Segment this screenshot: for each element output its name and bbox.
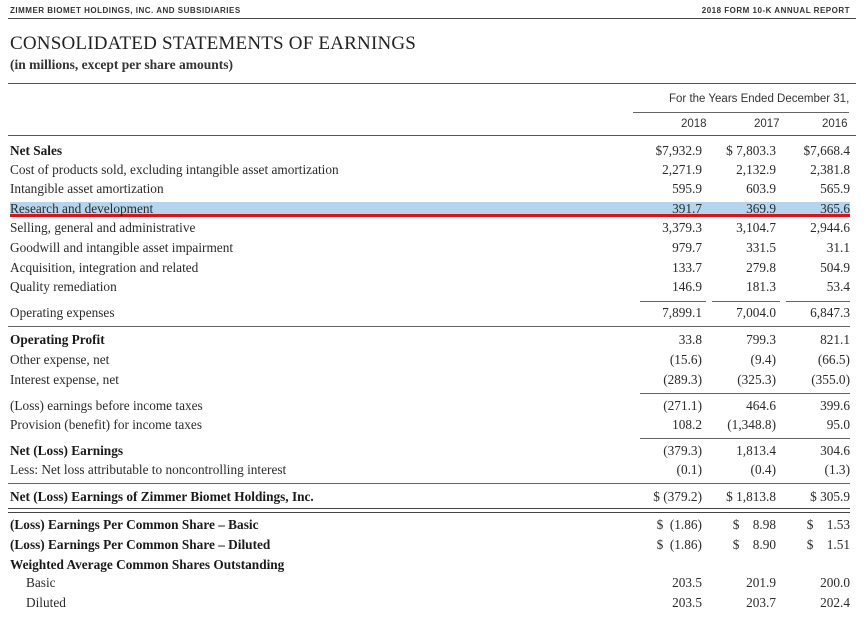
row-label: Operating expenses [10, 305, 115, 320]
row-label: Research and development [10, 201, 154, 216]
value-cell-2017: (1,348.8) [727, 417, 776, 432]
row-label: Provision (benefit) for income taxes [10, 417, 203, 432]
value-cell-2018: 203.5 [672, 575, 702, 590]
row-label: Intangible asset amortization [10, 181, 164, 196]
value-cell-2016: 2,944.6 [810, 220, 850, 235]
row-label: Goodwill and intangible asset impairment [10, 240, 234, 255]
value-cell-2018: $ (1.86) [656, 517, 702, 532]
year-header-2017: 2017 [754, 118, 780, 130]
company-header: ZIMMER BIOMET HOLDINGS, INC. AND SUBSIDIARIES [10, 6, 241, 15]
value-cell-2016: 2,381.8 [810, 162, 850, 177]
value-cell-2016: 304.6 [820, 443, 850, 458]
value-cell-2016: (66.5) [817, 352, 850, 367]
value-cell-2018: (289.3) [663, 372, 702, 387]
value-cell-2018: $ (1.86) [656, 537, 702, 552]
row-label: Weighted Average Common Shares Outstanding [10, 557, 285, 572]
statement-title: CONSOLIDATED STATEMENTS OF EARNINGS [10, 33, 417, 54]
value-cell-2016: $ 1.51 [806, 537, 850, 552]
value-cell-2016: $7,668.4 [803, 143, 850, 158]
value-cell-2018: 391.7 [672, 201, 702, 216]
value-cell-2018: 595.9 [672, 181, 702, 196]
value-cell-2017: 3,104.7 [736, 220, 776, 235]
value-cell-2016: $ 305.9 [810, 489, 850, 504]
column-header-rule [8, 135, 856, 136]
subtotal-rule [640, 393, 850, 394]
row-label: Acquisition, integration and related [10, 260, 199, 275]
value-cell-2018: 2,271.9 [662, 162, 702, 177]
value-cell-2018: 979.7 [672, 240, 702, 255]
period-header: For the Years Ended December 31, [669, 93, 850, 105]
value-cell-2017: 181.3 [746, 279, 776, 294]
row-label: (Loss) earnings before income taxes [10, 398, 203, 413]
value-cell-2016: 53.4 [826, 279, 850, 294]
row-label: Quality remediation [10, 279, 117, 294]
value-cell-2018: (271.1) [663, 398, 702, 413]
row-label: Diluted [26, 595, 66, 610]
year-header-2018: 2018 [681, 118, 707, 130]
value-cell-2016: 200.0 [820, 575, 850, 590]
row-label: Other expense, net [10, 352, 110, 367]
value-cell-2016: 504.9 [820, 260, 850, 275]
value-cell-2016: 6,847.3 [810, 305, 850, 320]
value-cell-2016: 95.0 [826, 417, 850, 432]
value-cell-2016: 365.6 [820, 201, 850, 216]
value-cell-2016: 31.1 [826, 240, 850, 255]
value-cell-2018: $ (379.2) [653, 489, 702, 504]
value-cell-2017: (0.4) [750, 462, 776, 477]
row-label: Interest expense, net [10, 372, 119, 387]
value-cell-2018: 33.8 [678, 332, 702, 347]
report-header: 2018 FORM 10-K ANNUAL REPORT [701, 6, 850, 15]
row-label: Basic [26, 575, 56, 590]
value-cell-2018: (379.3) [663, 443, 702, 458]
subtotal-rule [786, 301, 850, 302]
value-cell-2016: (355.0) [811, 372, 850, 387]
title-rule [8, 83, 856, 84]
value-cell-2016: 821.1 [820, 332, 850, 347]
value-cell-2018: (0.1) [676, 462, 702, 477]
value-cell-2017: 603.9 [746, 181, 776, 196]
value-cell-2017: $ 7,803.3 [726, 143, 776, 158]
row-label: Cost of products sold, excluding intangible asset amortization [10, 162, 339, 177]
period-header-rule [633, 112, 849, 113]
value-cell-2017: 203.7 [746, 595, 776, 610]
value-cell-2018: $7,932.9 [655, 143, 702, 158]
value-cell-2017: 799.3 [746, 332, 776, 347]
value-cell-2018: 146.9 [672, 279, 702, 294]
value-cell-2017: $ 8.98 [732, 517, 776, 532]
row-label: Selling, general and administrative [10, 220, 196, 235]
value-cell-2016: 202.4 [820, 595, 850, 610]
row-label: Net (Loss) Earnings [10, 443, 124, 458]
value-cell-2017: 201.9 [746, 575, 776, 590]
total-double-rule [8, 508, 850, 513]
value-cell-2018: 7,899.1 [662, 305, 702, 320]
value-cell-2018: 3,379.3 [662, 220, 702, 235]
value-cell-2017: 279.8 [746, 260, 776, 275]
value-cell-2017: 331.5 [746, 240, 776, 255]
value-cell-2017: $ 1,813.8 [726, 489, 776, 504]
value-cell-2016: 565.9 [820, 181, 850, 196]
value-cell-2016: $ 1.53 [806, 517, 850, 532]
value-cell-2017: 369.9 [746, 201, 776, 216]
value-cell-2018: 108.2 [672, 417, 702, 432]
value-cell-2017: 1,813.4 [736, 443, 776, 458]
header-rule [8, 18, 856, 19]
value-cell-2017: 2,132.9 [736, 162, 776, 177]
value-cell-2017: (325.3) [737, 372, 776, 387]
value-cell-2017: (9.4) [750, 352, 776, 367]
subtotal-rule [640, 301, 706, 302]
year-header-2016: 2016 [822, 118, 848, 130]
row-label: Less: Net loss attributable to noncontrolling interest [10, 462, 287, 477]
value-cell-2016: 399.6 [820, 398, 850, 413]
value-cell-2018: 133.7 [672, 260, 702, 275]
subtotal-rule [712, 301, 780, 302]
section-rule [8, 326, 850, 327]
value-cell-2018: (15.6) [669, 352, 702, 367]
statement-subtitle: (in millions, except per share amounts) [10, 57, 234, 72]
subtotal-rule [640, 438, 850, 439]
row-label: Net (Loss) Earnings of Zimmer Biomet Holdings, Inc. [10, 489, 314, 504]
value-cell-2017: 7,004.0 [736, 305, 776, 320]
row-label: Net Sales [10, 143, 63, 158]
row-label: Operating Profit [10, 332, 105, 347]
value-cell-2017: $ 8.90 [732, 537, 776, 552]
row-label: (Loss) Earnings Per Common Share – Basic [10, 517, 259, 532]
value-cell-2017: 464.6 [746, 398, 776, 413]
value-cell-2018: 203.5 [672, 595, 702, 610]
row-label: (Loss) Earnings Per Common Share – Diluted [10, 537, 271, 552]
value-cell-2016: (1.3) [824, 462, 850, 477]
section-rule [8, 483, 850, 484]
